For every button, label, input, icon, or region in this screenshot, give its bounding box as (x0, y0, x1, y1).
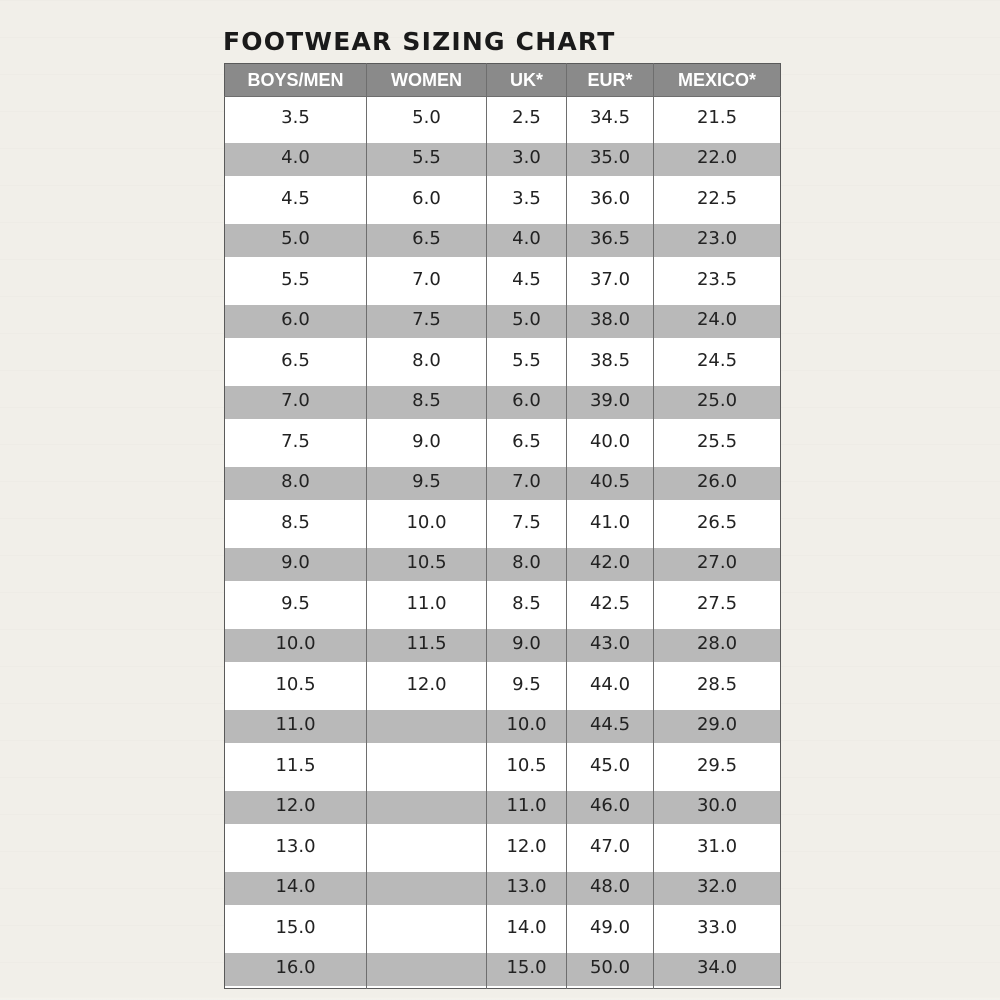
cell-boys-men: 7.0 (225, 381, 367, 422)
cell-uk: 9.0 (487, 624, 567, 665)
cell-mexico: 26.5 (654, 502, 781, 543)
cell-boys-men: 9.5 (225, 583, 367, 624)
cell-boys-men: 9.0 (225, 543, 367, 584)
cell-boys-men: 5.5 (225, 259, 367, 300)
cell-women (367, 867, 487, 908)
cell-women: 6.5 (367, 219, 487, 260)
cell-mexico: 27.0 (654, 543, 781, 584)
cell-women: 9.5 (367, 462, 487, 503)
cell-boys-men: 4.0 (225, 138, 367, 179)
cell-women: 11.5 (367, 624, 487, 665)
cell-uk: 5.5 (487, 340, 567, 381)
cell-uk: 7.0 (487, 462, 567, 503)
cell-uk: 4.0 (487, 219, 567, 260)
cell-boys-men: 7.5 (225, 421, 367, 462)
table-row (225, 97, 781, 138)
cell-eur: 46.0 (567, 786, 654, 827)
table-row (225, 381, 781, 422)
table-row (225, 300, 781, 341)
cell-uk: 6.5 (487, 421, 567, 462)
cell-boys-men: 6.0 (225, 300, 367, 341)
cell-uk: 13.0 (487, 867, 567, 908)
header-women: WOMEN (367, 64, 487, 97)
cell-boys-men: 8.5 (225, 502, 367, 543)
cell-eur: 44.0 (567, 664, 654, 705)
header-uk: UK* (487, 64, 567, 97)
cell-women (367, 948, 487, 989)
cell-boys-men: 4.5 (225, 178, 367, 219)
table-row (225, 705, 781, 746)
table-row (225, 664, 781, 705)
header-mexico: MEXICO* (654, 64, 781, 97)
cell-uk: 11.0 (487, 786, 567, 827)
header-boys-men: BOYS/MEN (225, 64, 367, 97)
cell-uk: 8.5 (487, 583, 567, 624)
table-row (225, 219, 781, 260)
cell-eur: 43.0 (567, 624, 654, 665)
cell-eur: 40.5 (567, 462, 654, 503)
cell-mexico: 22.0 (654, 138, 781, 179)
cell-mexico: 28.0 (654, 624, 781, 665)
cell-eur: 38.0 (567, 300, 654, 341)
cell-women (367, 786, 487, 827)
cell-mexico: 21.5 (654, 97, 781, 138)
table-row (225, 826, 781, 867)
cell-eur: 42.0 (567, 543, 654, 584)
cell-women: 5.0 (367, 97, 487, 138)
cell-boys-men: 5.0 (225, 219, 367, 260)
cell-eur: 34.5 (567, 97, 654, 138)
cell-mexico: 30.0 (654, 786, 781, 827)
cell-eur: 38.5 (567, 340, 654, 381)
cell-mexico: 28.5 (654, 664, 781, 705)
cell-uk: 3.5 (487, 178, 567, 219)
cell-mexico: 32.0 (654, 867, 781, 908)
cell-mexico: 34.0 (654, 948, 781, 989)
cell-women: 6.0 (367, 178, 487, 219)
cell-eur: 44.5 (567, 705, 654, 746)
cell-women (367, 745, 487, 786)
cell-mexico: 22.5 (654, 178, 781, 219)
cell-eur: 36.5 (567, 219, 654, 260)
table-row (225, 867, 781, 908)
cell-eur: 48.0 (567, 867, 654, 908)
page-title: FOOTWEAR SIZING CHART (223, 27, 616, 56)
cell-boys-men: 12.0 (225, 786, 367, 827)
cell-boys-men: 3.5 (225, 97, 367, 138)
cell-eur: 35.0 (567, 138, 654, 179)
cell-women (367, 907, 487, 948)
cell-eur: 45.0 (567, 745, 654, 786)
cell-women: 11.0 (367, 583, 487, 624)
cell-boys-men: 11.0 (225, 705, 367, 746)
cell-eur: 49.0 (567, 907, 654, 948)
cell-women: 5.5 (367, 138, 487, 179)
cell-uk: 14.0 (487, 907, 567, 948)
table-row (225, 340, 781, 381)
cell-uk: 3.0 (487, 138, 567, 179)
header-row (225, 64, 781, 97)
header-eur: EUR* (567, 64, 654, 97)
cell-eur: 50.0 (567, 948, 654, 989)
cell-women: 9.0 (367, 421, 487, 462)
cell-eur: 47.0 (567, 826, 654, 867)
cell-uk: 12.0 (487, 826, 567, 867)
table-row (225, 786, 781, 827)
cell-boys-men: 15.0 (225, 907, 367, 948)
cell-boys-men: 11.5 (225, 745, 367, 786)
cell-mexico: 29.0 (654, 705, 781, 746)
cell-mexico: 31.0 (654, 826, 781, 867)
cell-women: 10.0 (367, 502, 487, 543)
cell-boys-men: 13.0 (225, 826, 367, 867)
cell-mexico: 33.0 (654, 907, 781, 948)
cell-women: 8.0 (367, 340, 487, 381)
cell-uk: 8.0 (487, 543, 567, 584)
cell-uk: 7.5 (487, 502, 567, 543)
cell-mexico: 24.5 (654, 340, 781, 381)
table-row (225, 462, 781, 503)
cell-boys-men: 14.0 (225, 867, 367, 908)
cell-women (367, 705, 487, 746)
cell-mexico: 25.0 (654, 381, 781, 422)
cell-eur: 39.0 (567, 381, 654, 422)
cell-uk: 6.0 (487, 381, 567, 422)
cell-mexico: 24.0 (654, 300, 781, 341)
cell-mexico: 27.5 (654, 583, 781, 624)
cell-women: 12.0 (367, 664, 487, 705)
table-row (225, 624, 781, 665)
cell-mexico: 29.5 (654, 745, 781, 786)
table-row (225, 259, 781, 300)
table-row (225, 178, 781, 219)
cell-uk: 4.5 (487, 259, 567, 300)
cell-mexico: 26.0 (654, 462, 781, 503)
table-row (225, 745, 781, 786)
cell-eur: 40.0 (567, 421, 654, 462)
cell-boys-men: 8.0 (225, 462, 367, 503)
cell-uk: 5.0 (487, 300, 567, 341)
table-body (225, 97, 781, 989)
cell-mexico: 23.5 (654, 259, 781, 300)
cell-women: 7.5 (367, 300, 487, 341)
cell-eur: 37.0 (567, 259, 654, 300)
cell-uk: 2.5 (487, 97, 567, 138)
cell-eur: 42.5 (567, 583, 654, 624)
table-row (225, 421, 781, 462)
cell-boys-men: 10.5 (225, 664, 367, 705)
cell-women: 7.0 (367, 259, 487, 300)
cell-mexico: 23.0 (654, 219, 781, 260)
table-row (225, 948, 781, 989)
cell-uk: 10.0 (487, 705, 567, 746)
table-row (225, 502, 781, 543)
table-row (225, 907, 781, 948)
cell-boys-men: 16.0 (225, 948, 367, 989)
cell-boys-men: 6.5 (225, 340, 367, 381)
cell-uk: 15.0 (487, 948, 567, 989)
table-row (225, 138, 781, 179)
cell-women (367, 826, 487, 867)
cell-eur: 41.0 (567, 502, 654, 543)
cell-boys-men: 10.0 (225, 624, 367, 665)
table-row (225, 543, 781, 584)
cell-women: 10.5 (367, 543, 487, 584)
cell-mexico: 25.5 (654, 421, 781, 462)
cell-uk: 9.5 (487, 664, 567, 705)
cell-women: 8.5 (367, 381, 487, 422)
cell-uk: 10.5 (487, 745, 567, 786)
table-row (225, 583, 781, 624)
sizing-table (224, 63, 781, 989)
cell-eur: 36.0 (567, 178, 654, 219)
